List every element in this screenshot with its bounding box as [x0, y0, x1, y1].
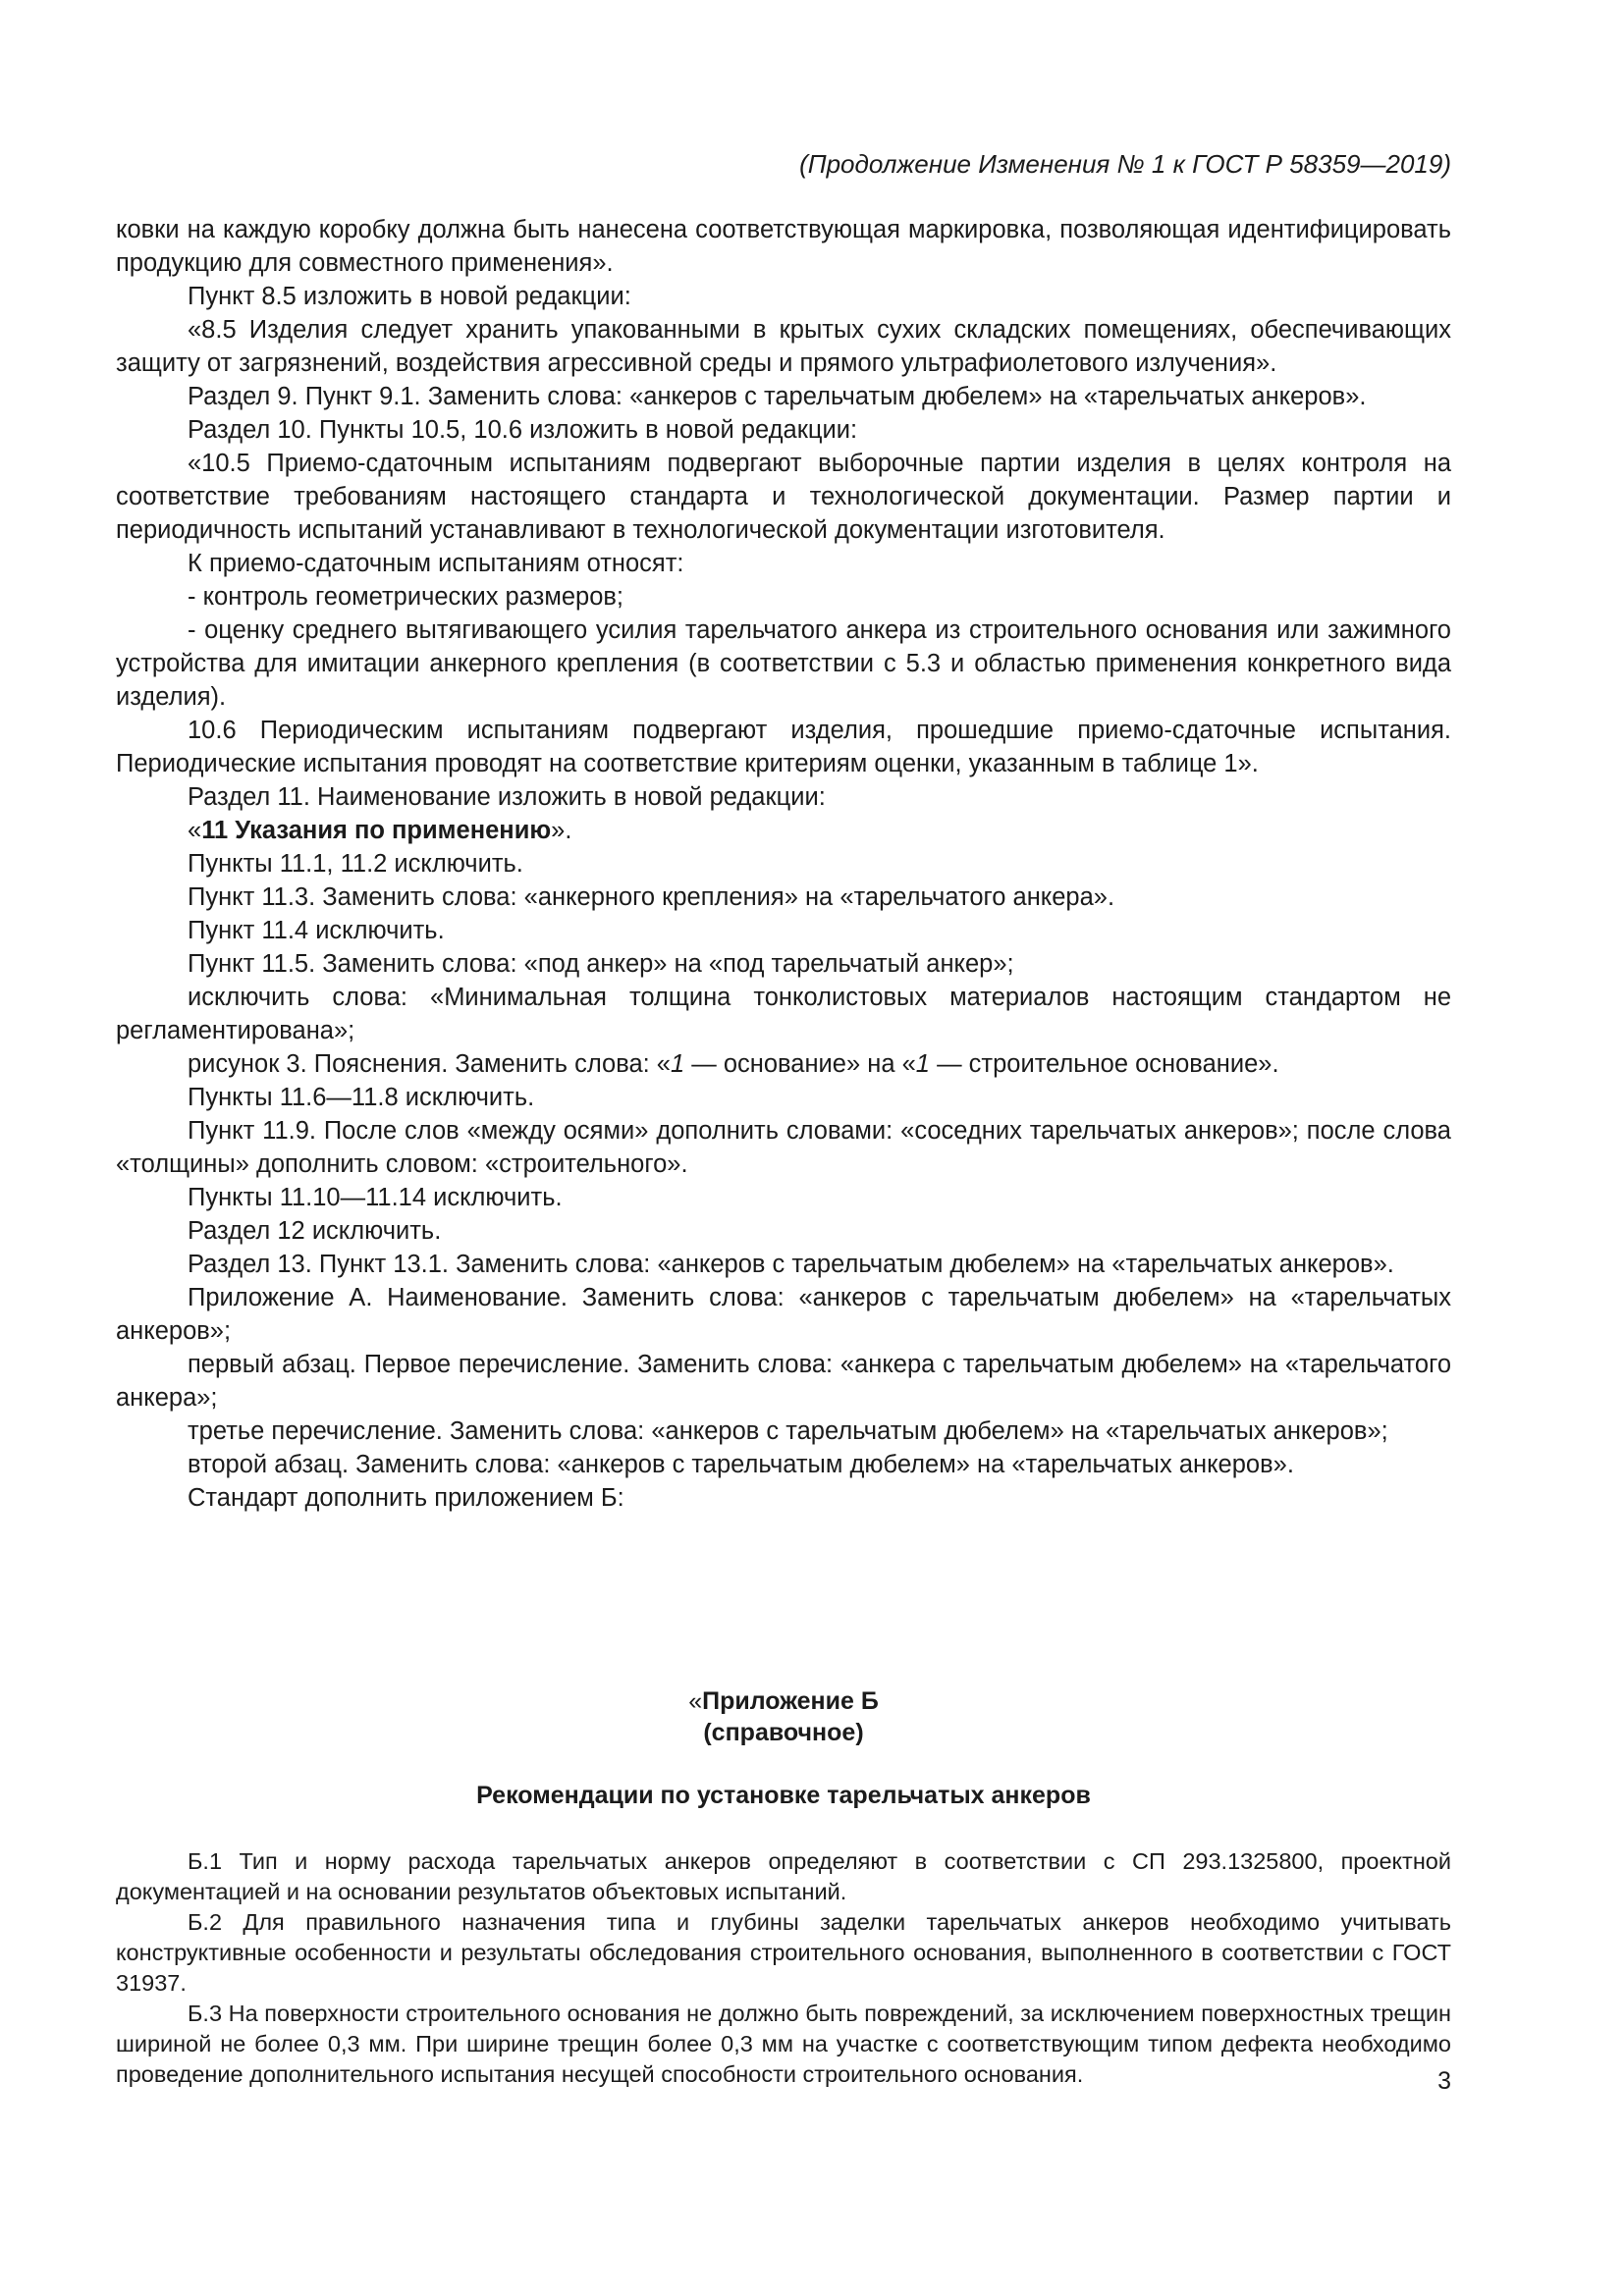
paragraph: Пункты 11.6—11.8 исключить. [188, 1084, 535, 1111]
open-quote: « [188, 817, 202, 844]
paragraph: третье перечисление. Заменить слова: «анкеров с тарельчатым дюбелем» на «тарельчатых анкеров»; [188, 1417, 1388, 1445]
paragraph: - оценку среднего вытягивающего усилия тарельчатого анкера из строительного основания или зажимного устройства для имитации анкерного крепления (в соответствии с 5.3 и областью применения конкретного вида изделия). [116, 616, 1451, 711]
paragraph: Пункт 11.5. Заменить слова: «под анкер» на «под тарельчатый анкер»; [188, 950, 1014, 978]
paragraph: Пункт 11.4 исключить. [188, 917, 445, 944]
section-title: Указания по применению [235, 817, 552, 844]
paragraph: Пункты 11.1, 11.2 исключить. [188, 850, 523, 878]
annex-open-quote: « [688, 1687, 703, 1715]
paragraph: Раздел 12 исключить. [188, 1217, 442, 1245]
paragraph: Раздел 13. Пункт 13.1. Заменить слова: «анкеров с тарельчатым дюбелем» на «тарельчатых анкеров». [188, 1251, 1394, 1278]
annex-paragraph: Б.1 Тип и норму расхода тарельчатых анкеров определяют в соответствии с СП 293.1325800, проектной документацией и на основании результатов объектовых испытаний. [116, 1848, 1451, 1904]
paragraph: Стандарт дополнить приложением Б: [188, 1484, 624, 1512]
figure-note: рисунок 3. Пояснения. Заменить слова: «1 — основание» на «1 — строительное основание». [188, 1050, 1279, 1078]
paragraph: первый абзац. Первое перечисление. Заменить слова: «анкера с тарельчатым дюбелем» на «тарельчатого анкера»; [116, 1351, 1451, 1412]
annex-paragraph: Б.3 На поверхности строительного основания не должно быть повреждений, за исключением поверхностных трещин шириной не более 0,3 мм. При ширине трещин более 0,3 мм на участке с соответствующим типом дефекта необходимо проведение дополнительного испытания несущей способности строительного основания. [116, 2001, 1451, 2087]
page-number: 3 [1437, 2067, 1451, 2095]
section-number: 11 [201, 817, 229, 844]
annex-text [116, 1846, 1451, 2090]
paragraph: Приложение А. Наименование. Заменить слова: «анкеров с тарельчатым дюбелем» на «тарельчатых анкеров»; [116, 1284, 1451, 1345]
paragraph: Пункт 11.3. Заменить слова: «анкерного крепления» на «тарельчатого анкера». [188, 883, 1115, 911]
close-quote: ». [551, 817, 572, 844]
section-heading [116, 814, 1451, 847]
annex-paragraph: Б.2 Для правильного назначения типа и глубины заделки тарельчатых анкеров необходимо учитывать конструктивные особенности и результаты обследования строительного основания, выполненного в соответствии с ГОСТ 31937. [116, 1909, 1451, 1996]
paragraph: 10.6 Периодическим испытаниям подвергают изделия, прошедшие приемо-сдаточные испытания. Периодические испытания проводят на соответствие критериям оценки, указанным в таблице 1». [116, 717, 1451, 777]
paragraph: К приемо-сдаточным испытаниям относят: [188, 550, 684, 577]
paragraph: ковки на каждую коробку должна быть нанесена соответствующая маркировка, позволяющая идентифицировать продукцию для совместного применения». [116, 216, 1451, 277]
paragraph: «8.5 Изделия следует хранить упакованными в крытых сухих складских помещениях, обеспечивающих защиту от загрязнений, воздействия агрессивной среды и прямого ультрафиолетового излучения». [116, 316, 1451, 377]
paragraph: Раздел 10. Пункты 10.5, 10.6 изложить в новой редакции: [188, 416, 858, 444]
amendment-text [116, 213, 1451, 1515]
paragraph: Пункт 8.5 изложить в новой редакции: [188, 283, 631, 310]
paragraph: «10.5 Приемо-сдаточным испытаниям подвергают выборочные партии изделия в целях контроля на соответствие требованиям настоящего стандарта и технологической документации. Размер партии и периодичность испытаний устанавливают в технологической документации изготовителя. [116, 450, 1451, 544]
paragraph: Пункты 11.10—11.14 исключить. [188, 1184, 563, 1211]
annex-type: (справочное) [703, 1719, 864, 1746]
annex-heading: Рекомендации по установке тарельчатых анкеров [476, 1782, 1091, 1809]
paragraph: Раздел 9. Пункт 9.1. Заменить слова: «анкеров с тарельчатым дюбелем» на «тарельчатых анкеров». [188, 383, 1367, 410]
paragraph: исключить слова: «Минимальная толщина тонколистовых материалов настоящим стандартом не регламентирована»; [116, 984, 1451, 1044]
paragraph: Раздел 11. Наименование изложить в новой редакции: [188, 783, 826, 811]
paragraph: второй абзац. Заменить слова: «анкеров с тарельчатым дюбелем» на «тарельчатых анкеров». [188, 1451, 1294, 1478]
running-header: (Продолжение Изменения № 1 к ГОСТ Р 58359—2019) [799, 149, 1451, 179]
annex-title: «Приложение Б [688, 1687, 879, 1715]
paragraph: Пункт 11.9. После слов «между осями» дополнить словами: «соседних тарельчатых анкеров»; после слова «толщины» дополнить словом: «строительного». [116, 1117, 1451, 1178]
paragraph: - контроль геометрических размеров; [188, 583, 624, 611]
